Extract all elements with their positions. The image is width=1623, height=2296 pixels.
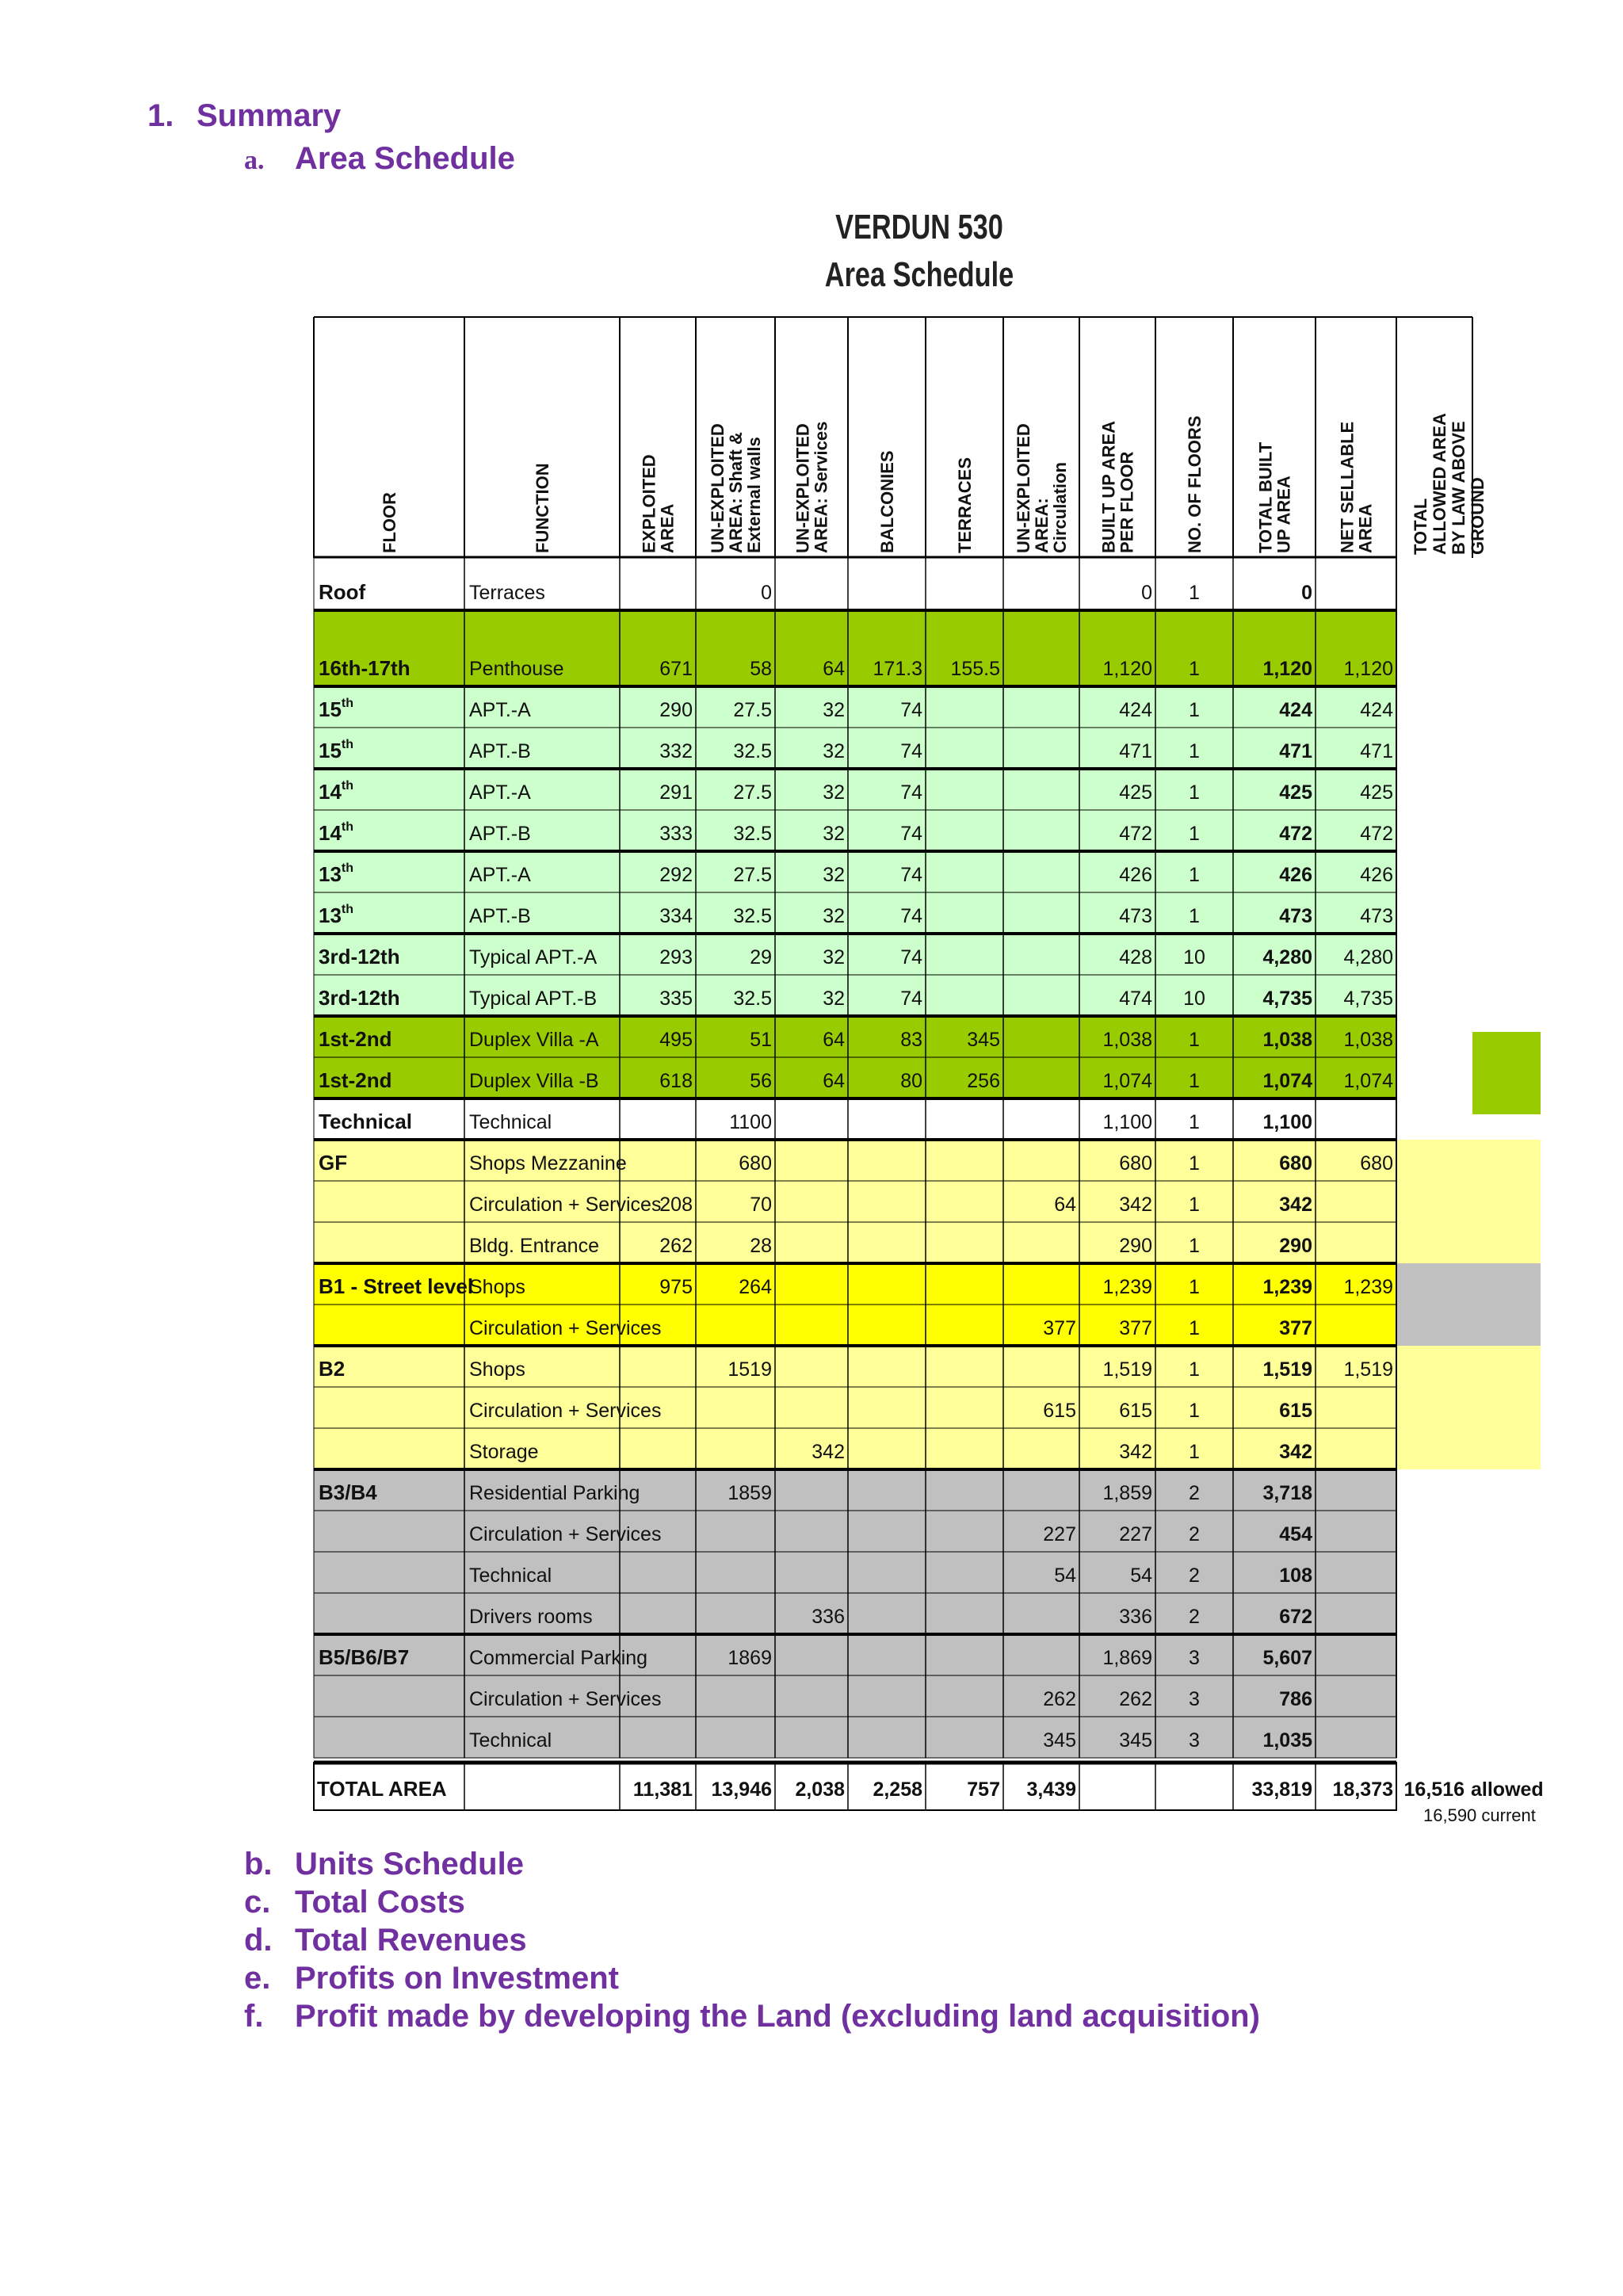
floors-cell: 1 xyxy=(1189,1276,1200,1298)
floor-cell: B2 xyxy=(319,1357,346,1381)
floor-cell: Roof xyxy=(319,580,366,604)
function-cell: Typical APT.-A xyxy=(469,946,598,968)
value-cell: 32 xyxy=(823,781,845,804)
floor-cell: 15th xyxy=(319,697,354,721)
value-cell: 680 xyxy=(1360,1152,1393,1175)
floor-cell: 14th xyxy=(319,779,354,804)
total-row xyxy=(314,1763,1396,1810)
floor-cell: 1st-2nd xyxy=(319,1068,392,1092)
function-cell: Commercial Parking xyxy=(469,1647,648,1669)
value-cell: 290 xyxy=(1279,1235,1312,1257)
value-cell: 1,120 xyxy=(1102,658,1152,680)
value-cell: 1869 xyxy=(727,1647,772,1669)
floors-cell: 3 xyxy=(1189,1688,1200,1710)
value-cell: 473 xyxy=(1279,905,1312,927)
summary-list-item xyxy=(244,1999,1260,2034)
value-cell: 671 xyxy=(659,658,693,680)
value-cell: 345 xyxy=(1043,1729,1076,1752)
total-current-value: 16,590 current xyxy=(1423,1805,1536,1825)
value-cell: 58 xyxy=(750,658,772,680)
total-allowed-note: allowed xyxy=(1471,1778,1544,1801)
column-header-label: BALCONIES xyxy=(877,450,897,553)
function-cell: Typical APT.-B xyxy=(469,988,598,1010)
floors-cell: 2 xyxy=(1189,1564,1200,1587)
allowed-band-yellow xyxy=(1396,1140,1541,1263)
value-cell: 290 xyxy=(659,699,693,721)
value-cell: 428 xyxy=(1119,946,1152,968)
section-number: 1. xyxy=(147,98,174,133)
value-cell: 615 xyxy=(1279,1400,1312,1422)
list-item-label: Total Costs xyxy=(295,1885,465,1920)
function-cell: Shops Mezzanine xyxy=(469,1152,627,1175)
list-item-label: Profit made by developing the Land (excluding land acquisition) xyxy=(295,1999,1260,2034)
value-cell: 64 xyxy=(1054,1194,1076,1216)
value-cell: 615 xyxy=(1043,1400,1076,1422)
total-value: 18,373 xyxy=(1332,1778,1393,1801)
column-header-label: FLOOR xyxy=(380,492,399,553)
column-header-label: UN-EXPLOITED xyxy=(792,423,813,553)
value-cell: 975 xyxy=(659,1276,693,1298)
value-cell: 1,120 xyxy=(1343,658,1393,680)
floors-cell: 1 xyxy=(1189,1152,1200,1175)
value-cell: 1,074 xyxy=(1343,1070,1393,1092)
floors-cell: 1 xyxy=(1189,699,1200,721)
function-cell: Circulation + Services xyxy=(469,1400,662,1422)
value-cell: 680 xyxy=(739,1152,772,1175)
column-header-label: Circulation xyxy=(1050,462,1070,553)
floors-cell: 1 xyxy=(1189,1070,1200,1092)
value-cell: 0 xyxy=(1141,582,1152,604)
value-cell: 1,038 xyxy=(1262,1029,1312,1051)
floors-cell: 2 xyxy=(1189,1523,1200,1545)
value-cell: 290 xyxy=(1119,1235,1152,1257)
allowed-band-grey xyxy=(1396,1263,1541,1346)
function-cell: Technical xyxy=(469,1729,552,1752)
floors-cell: 1 xyxy=(1189,1194,1200,1216)
column-header-label: AREA xyxy=(1355,503,1376,553)
value-cell: 74 xyxy=(900,905,922,927)
floor-cell: 16th-17th xyxy=(319,656,411,680)
column-header-label: FUNCTION xyxy=(533,463,552,553)
floors-cell: 1 xyxy=(1189,823,1200,845)
value-cell: 292 xyxy=(659,864,693,886)
column-header-label: TOTAL BUILT xyxy=(1255,441,1276,553)
list-item-letter: c. xyxy=(244,1885,271,1920)
floors-cell: 1 xyxy=(1189,1358,1200,1381)
value-cell: 333 xyxy=(659,823,693,845)
floors-cell: 1 xyxy=(1189,658,1200,680)
column-header-label: AREA xyxy=(657,503,678,553)
column-header-label: UP AREA xyxy=(1274,476,1294,553)
value-cell: 32.5 xyxy=(733,740,772,762)
floors-cell: 2 xyxy=(1189,1606,1200,1628)
value-cell: 473 xyxy=(1119,905,1152,927)
section-title: Summary xyxy=(197,98,342,133)
value-cell: 256 xyxy=(967,1070,1000,1092)
column-header-label: UN-EXPLOITED xyxy=(1014,423,1033,553)
value-cell: 424 xyxy=(1119,699,1152,721)
value-cell: 262 xyxy=(1119,1688,1152,1710)
value-cell: 1,239 xyxy=(1343,1276,1393,1298)
value-cell: 32 xyxy=(823,946,845,968)
value-cell: 672 xyxy=(1279,1606,1312,1628)
floor-cell: B5/B6/B7 xyxy=(319,1645,410,1669)
function-cell: Circulation + Services xyxy=(469,1317,662,1339)
value-cell: 426 xyxy=(1119,864,1152,886)
value-cell: 171.3 xyxy=(873,658,922,680)
value-cell: 680 xyxy=(1119,1152,1152,1175)
summary-list-item xyxy=(244,1923,527,1958)
value-cell: 227 xyxy=(1119,1523,1152,1545)
value-cell: 32 xyxy=(823,740,845,762)
value-cell: 342 xyxy=(812,1441,845,1463)
floors-cell: 1 xyxy=(1189,582,1200,604)
function-cell: Duplex Villa -B xyxy=(469,1070,599,1092)
value-cell: 4,735 xyxy=(1343,988,1393,1010)
list-item-letter: e. xyxy=(244,1961,271,1996)
value-cell: 426 xyxy=(1279,864,1312,886)
subsection-letter: a. xyxy=(244,146,265,175)
value-cell: 471 xyxy=(1119,740,1152,762)
floor-cell: 1st-2nd xyxy=(319,1027,392,1051)
floors-cell: 1 xyxy=(1189,1317,1200,1339)
value-cell: 32.5 xyxy=(733,988,772,1010)
value-cell: 1,519 xyxy=(1102,1358,1152,1381)
column-header-label: GROUND xyxy=(1468,477,1487,555)
value-cell: 64 xyxy=(823,658,845,680)
value-cell: 472 xyxy=(1119,823,1152,845)
floors-cell: 1 xyxy=(1189,1235,1200,1257)
total-value: 3,439 xyxy=(1026,1778,1076,1801)
value-cell: 293 xyxy=(659,946,693,968)
list-item-label: Units Schedule xyxy=(295,1847,524,1881)
value-cell: 70 xyxy=(750,1194,772,1216)
function-cell: Circulation + Services xyxy=(469,1688,662,1710)
value-cell: 342 xyxy=(1119,1194,1152,1216)
floors-cell: 1 xyxy=(1189,781,1200,804)
value-cell: 54 xyxy=(1054,1564,1076,1587)
function-cell: Residential Parking xyxy=(469,1482,640,1504)
function-cell: APT.-B xyxy=(469,740,531,762)
total-value: 13,946 xyxy=(711,1778,772,1801)
value-cell: 1100 xyxy=(729,1111,772,1133)
value-cell: 336 xyxy=(1119,1606,1152,1628)
value-cell: 74 xyxy=(900,946,922,968)
value-cell: 56 xyxy=(750,1070,772,1092)
value-cell: 32.5 xyxy=(733,823,772,845)
value-cell: 1,035 xyxy=(1262,1729,1312,1752)
summary-list-item xyxy=(244,1847,524,1882)
value-cell: 32 xyxy=(823,988,845,1010)
total-value: 11,381 xyxy=(632,1778,693,1801)
value-cell: 108 xyxy=(1279,1564,1312,1587)
value-cell: 5,607 xyxy=(1262,1647,1312,1669)
value-cell: 615 xyxy=(1119,1400,1152,1422)
total-value: 33,819 xyxy=(1251,1778,1312,1801)
value-cell: 618 xyxy=(659,1070,693,1092)
value-cell: 472 xyxy=(1279,823,1312,845)
column-header-label: UN-EXPLOITED xyxy=(708,423,727,553)
value-cell: 32 xyxy=(823,864,845,886)
total-value: 2,038 xyxy=(795,1778,845,1801)
value-cell: 64 xyxy=(823,1029,845,1051)
value-cell: 426 xyxy=(1360,864,1393,886)
column-header-label: NO. OF FLOORS xyxy=(1185,415,1205,553)
list-item-letter: b. xyxy=(244,1847,273,1881)
column-header-label: AREA: Shaft & xyxy=(726,432,746,553)
value-cell: 377 xyxy=(1043,1317,1076,1339)
column-header-label: BY LAW ABOVE xyxy=(1449,421,1468,555)
floor-cell: 13th xyxy=(319,861,354,886)
value-cell: 28 xyxy=(750,1235,772,1257)
value-cell: 377 xyxy=(1279,1317,1312,1339)
floor-cell: 13th xyxy=(319,903,354,927)
value-cell: 342 xyxy=(1119,1441,1152,1463)
value-cell: 1519 xyxy=(727,1358,772,1381)
value-cell: 1,100 xyxy=(1262,1111,1312,1133)
floors-cell: 1 xyxy=(1189,1400,1200,1422)
total-value: 757 xyxy=(967,1778,1000,1801)
sheet-title-line2: Area Schedule xyxy=(824,255,1014,294)
value-cell: 155.5 xyxy=(950,658,1000,680)
column-header-label: PER FLOOR xyxy=(1117,451,1137,553)
value-cell: 345 xyxy=(1119,1729,1152,1752)
value-cell: 74 xyxy=(900,988,922,1010)
value-cell: 342 xyxy=(1279,1441,1312,1463)
column-header-label: TOTAL xyxy=(1411,498,1430,555)
value-cell: 74 xyxy=(900,864,922,886)
value-cell: 471 xyxy=(1279,740,1312,762)
value-cell: 74 xyxy=(900,740,922,762)
total-label: TOTAL AREA xyxy=(317,1777,447,1801)
function-cell: Terraces xyxy=(469,582,545,604)
value-cell: 74 xyxy=(900,823,922,845)
value-cell: 1,519 xyxy=(1262,1358,1312,1381)
value-cell: 335 xyxy=(659,988,693,1010)
floors-cell: 1 xyxy=(1189,1111,1200,1133)
subsection-title: Area Schedule xyxy=(295,141,515,176)
value-cell: 54 xyxy=(1130,1564,1152,1587)
value-cell: 32.5 xyxy=(733,905,772,927)
value-cell: 4,280 xyxy=(1262,946,1312,968)
value-cell: 32 xyxy=(823,823,845,845)
function-cell: Technical xyxy=(469,1111,552,1133)
function-cell: APT.-A xyxy=(469,864,531,886)
floors-cell: 3 xyxy=(1189,1647,1200,1669)
value-cell: 345 xyxy=(967,1029,1000,1051)
column-header-label: AREA: Services xyxy=(811,421,831,553)
value-cell: 227 xyxy=(1043,1523,1076,1545)
value-cell: 262 xyxy=(659,1235,693,1257)
summary-list-item xyxy=(244,1885,465,1920)
column-header-label: External walls xyxy=(744,437,764,553)
value-cell: 342 xyxy=(1279,1194,1312,1216)
floors-cell: 2 xyxy=(1189,1482,1200,1504)
floors-cell: 1 xyxy=(1189,864,1200,886)
floor-cell: Technical xyxy=(319,1110,413,1133)
column-header-label: TERRACES xyxy=(955,457,975,553)
allowed-band-green xyxy=(1472,1032,1541,1114)
floors-cell: 10 xyxy=(1183,988,1205,1010)
value-cell: 474 xyxy=(1119,988,1152,1010)
floors-cell: 1 xyxy=(1189,905,1200,927)
value-cell: 377 xyxy=(1119,1317,1152,1339)
floor-cell: GF xyxy=(319,1151,348,1175)
floors-cell: 1 xyxy=(1189,1029,1200,1051)
function-cell: APT.-A xyxy=(469,699,531,721)
function-cell: Penthouse xyxy=(469,658,564,680)
value-cell: 27.5 xyxy=(733,864,772,886)
list-item-label: Total Revenues xyxy=(295,1923,527,1958)
floor-cell: 3rd-12th xyxy=(319,986,400,1010)
floors-cell: 1 xyxy=(1189,1441,1200,1463)
value-cell: 1,859 xyxy=(1102,1482,1152,1504)
value-cell: 83 xyxy=(900,1029,922,1051)
allowed-band-yellow xyxy=(1396,1346,1541,1469)
value-cell: 1,038 xyxy=(1102,1029,1152,1051)
value-cell: 29 xyxy=(750,946,772,968)
value-cell: 473 xyxy=(1360,905,1393,927)
value-cell: 74 xyxy=(900,699,922,721)
function-cell: Circulation + Services xyxy=(469,1194,662,1216)
list-item-label: Profits on Investment xyxy=(295,1961,619,1996)
function-cell: Storage xyxy=(469,1441,539,1463)
value-cell: 80 xyxy=(900,1070,922,1092)
value-cell: 51 xyxy=(750,1029,772,1051)
value-cell: 208 xyxy=(659,1194,693,1216)
value-cell: 454 xyxy=(1279,1523,1312,1545)
column-header-label: EXPLOITED xyxy=(639,454,659,553)
total-allowed-value: 16,516 xyxy=(1403,1778,1465,1801)
floor-cell: 15th xyxy=(319,738,354,762)
column-header-label: BUILT UP AREA xyxy=(1098,420,1119,553)
column-header-label: AREA: xyxy=(1032,498,1052,553)
value-cell: 0 xyxy=(1301,582,1312,604)
value-cell: 1,869 xyxy=(1102,1647,1152,1669)
value-cell: 786 xyxy=(1279,1688,1312,1710)
total-value: 2,258 xyxy=(873,1778,922,1801)
function-cell: Circulation + Services xyxy=(469,1523,662,1545)
value-cell: 3,718 xyxy=(1262,1482,1312,1504)
floor-cell: B3/B4 xyxy=(319,1480,377,1504)
value-cell: 472 xyxy=(1360,823,1393,845)
value-cell: 1,100 xyxy=(1102,1111,1152,1133)
value-cell: 471 xyxy=(1360,740,1393,762)
value-cell: 1,074 xyxy=(1262,1070,1312,1092)
value-cell: 1,239 xyxy=(1262,1276,1312,1298)
floors-cell: 1 xyxy=(1189,740,1200,762)
value-cell: 1,120 xyxy=(1262,658,1312,680)
value-cell: 425 xyxy=(1360,781,1393,804)
function-cell: APT.-B xyxy=(469,823,531,845)
column-header-label: NET SELLABLE xyxy=(1337,421,1358,553)
value-cell: 680 xyxy=(1279,1152,1312,1175)
list-item-letter: f. xyxy=(244,1999,264,2034)
function-cell: Bldg. Entrance xyxy=(469,1235,599,1257)
value-cell: 1,038 xyxy=(1343,1029,1393,1051)
column-header-label: ALLOWED AREA xyxy=(1430,413,1449,555)
function-cell: Technical xyxy=(469,1564,552,1587)
function-cell: Drivers rooms xyxy=(469,1606,593,1628)
summary-list-item xyxy=(244,1961,619,1996)
value-cell: 264 xyxy=(739,1276,772,1298)
value-cell: 425 xyxy=(1279,781,1312,804)
floors-cell: 3 xyxy=(1189,1729,1200,1752)
value-cell: 1,074 xyxy=(1102,1070,1152,1092)
value-cell: 334 xyxy=(659,905,693,927)
value-cell: 495 xyxy=(659,1029,693,1051)
value-cell: 425 xyxy=(1119,781,1152,804)
value-cell: 424 xyxy=(1360,699,1393,721)
list-item-letter: d. xyxy=(244,1923,273,1958)
value-cell: 74 xyxy=(900,781,922,804)
function-cell: Shops xyxy=(469,1358,525,1381)
value-cell: 262 xyxy=(1043,1688,1076,1710)
function-cell: Shops xyxy=(469,1276,525,1298)
floor-cell: 14th xyxy=(319,820,354,845)
value-cell: 27.5 xyxy=(733,781,772,804)
value-cell: 1,519 xyxy=(1343,1358,1393,1381)
value-cell: 64 xyxy=(823,1070,845,1092)
value-cell: 424 xyxy=(1279,699,1312,721)
function-cell: Duplex Villa -A xyxy=(469,1029,599,1051)
value-cell: 291 xyxy=(659,781,693,804)
value-cell: 336 xyxy=(812,1606,845,1628)
floors-cell: 10 xyxy=(1183,946,1205,968)
floor-cell: 3rd-12th xyxy=(319,945,400,968)
value-cell: 27.5 xyxy=(733,699,772,721)
value-cell: 4,280 xyxy=(1343,946,1393,968)
sheet-title-line1: VERDUN 530 xyxy=(835,208,1003,246)
value-cell: 32 xyxy=(823,905,845,927)
value-cell: 1859 xyxy=(727,1482,772,1504)
value-cell: 0 xyxy=(761,582,772,604)
function-cell: APT.-B xyxy=(469,905,531,927)
value-cell: 4,735 xyxy=(1262,988,1312,1010)
value-cell: 332 xyxy=(659,740,693,762)
function-cell: APT.-A xyxy=(469,781,531,804)
floor-cell: B1 - Street level xyxy=(319,1274,474,1298)
value-cell: 32 xyxy=(823,699,845,721)
value-cell: 1,239 xyxy=(1102,1276,1152,1298)
